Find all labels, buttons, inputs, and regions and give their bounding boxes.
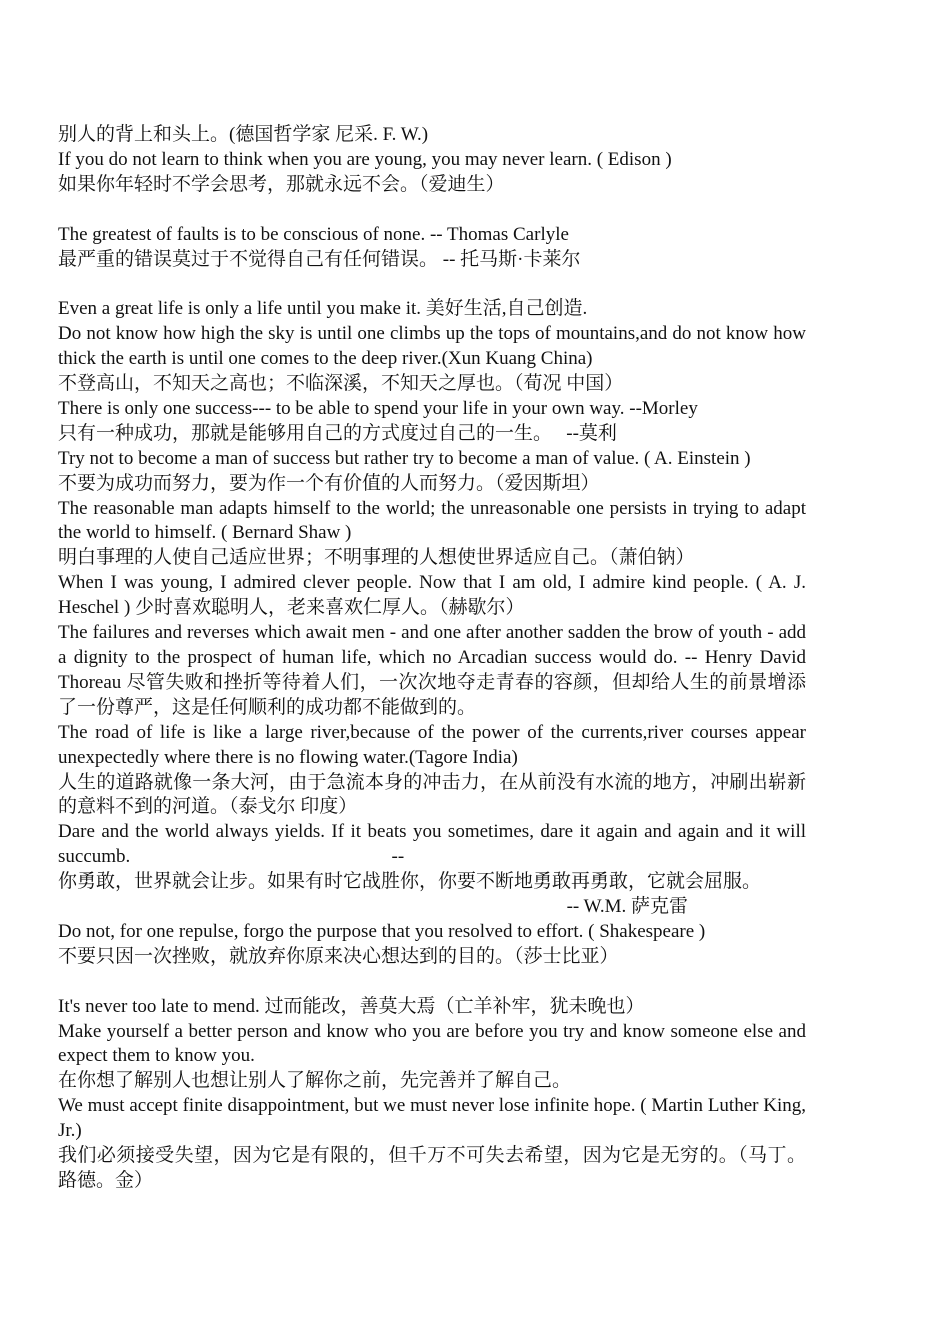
- blank-line: [58, 970, 806, 995]
- text-line: 最严重的错误莫过于不觉得自己有任何错误。 -- 托马斯·卡莱尔: [58, 248, 581, 270]
- text-line: Even a great life is only a life until you make it. 美好生活,自己创造.: [58, 298, 588, 320]
- text-line: 别人的背上和头上。(德国哲学家 尼采. F. W.): [58, 124, 429, 145]
- text-line: If you do not learn to think when you are young, you may never learn. ( Edison ): [58, 148, 672, 170]
- text-line-attribution: -- W.M. 萨克雷: [566, 896, 688, 918]
- text-paragraph: 人生的道路就像一条大河，由于急流本身的冲击力，在从前没有水流的地方，冲刷出崭新的意料不到的河道。（泰戈尔 印度）: [58, 771, 806, 818]
- text-paragraph: The road of life is like a large river,because of the power of the currents,river courses appear unexpectedly where there is no flowing water.(Tagore India): [58, 721, 806, 768]
- text-paragraph: Dare and the world always yields. If it beats you sometimes, dare it again and again and it will succumb. --: [58, 821, 811, 868]
- text-line: 你勇敢，世界就会让步。如果有时它战胜你，你要不断地勇敢再勇敢，它就会屈服。: [58, 871, 762, 893]
- text-line: 明白事理的人使自己适应世界；不明事理的人想使世界适应自己。（萧伯钠）: [58, 547, 695, 569]
- text-line: 如果你年轻时不学会思考，那就永远不会。（爱迪生）: [58, 173, 505, 195]
- text-paragraph: The reasonable man adapts himself to the world; the unreasonable one persists in trying to adapt the world to himself. ( Bernard Shaw ): [58, 497, 806, 544]
- text-paragraph: Try not to become a man of success but rather try to become a man of value. ( A. Einstein ): [58, 447, 751, 469]
- blank-line: [58, 272, 806, 297]
- blank-line: [58, 198, 806, 223]
- text-line: 不要为成功而努力，要为作一个有价值的人而努力。（爱因斯坦）: [58, 472, 600, 494]
- text-paragraph: When I was young, I admired clever people. Now that I am old, I admire kind people. ( A. J. Heschel ) 少时喜欢聪明人，老来喜欢仁厚人。（赫歇尔）: [58, 572, 806, 619]
- text-paragraph: Do not know how high the sky is until one climbs up the tops of mountains,and do not know how thick the earth is until one comes to the deep river.(Xun Kuang China): [58, 323, 806, 370]
- text-line: It's never too late to mend. 过而能改，善莫大焉（亡羊补牢，犹未晚也）: [58, 995, 645, 1017]
- text-line: 在你想了解别人也想让别人了解你之前，先完善并了解自己。: [58, 1070, 572, 1092]
- text-line: Do not, for one repulse, forgo the purpose that you resolved to effort. ( Shakespeare ): [58, 920, 706, 942]
- text-paragraph: The failures and reverses which await men - and one after another sadden the brow of youth - add a dignity to the prospect of human life, which no Arcadian success would do. -- Henry David Thoreau 尽管失败和挫折等待着人们，一次次地夺走青春的容颜，但却给人生的前景增添了一份尊严，这是任何顺利的成功都不能做到的。: [58, 622, 806, 718]
- text-line: 不登高山，不知天之高也；不临深溪，不知天之厚也。（荀况 中国）: [58, 373, 624, 395]
- text-paragraph: 我们必须接受失望，因为它是有限的，但千万不可失去希望，因为它是无穷的。（马丁。路德。金）: [58, 1145, 806, 1192]
- text-paragraph: Make yourself a better person and know who you are before you try and know someone else and expect them to know you.: [58, 1020, 806, 1067]
- text-line: 不要只因一次挫败，就放弃你原来决心想达到的目的。（莎士比亚）: [58, 945, 619, 967]
- text-line: The greatest of faults is to be conscious of none. -- Thomas Carlyle: [58, 223, 569, 245]
- text-line: There is only one success--- to be able to spend your life in your own way. --Morley: [58, 397, 698, 419]
- document-page: [58, 123, 811, 1194]
- text-line: 只有一种成功，那就是能够用自己的方式度过自己的一生。 --莫利: [58, 422, 617, 444]
- text-paragraph: We must accept finite disappointment, but we must never lose infinite hope. ( Martin Luther King, Jr.): [58, 1095, 806, 1142]
